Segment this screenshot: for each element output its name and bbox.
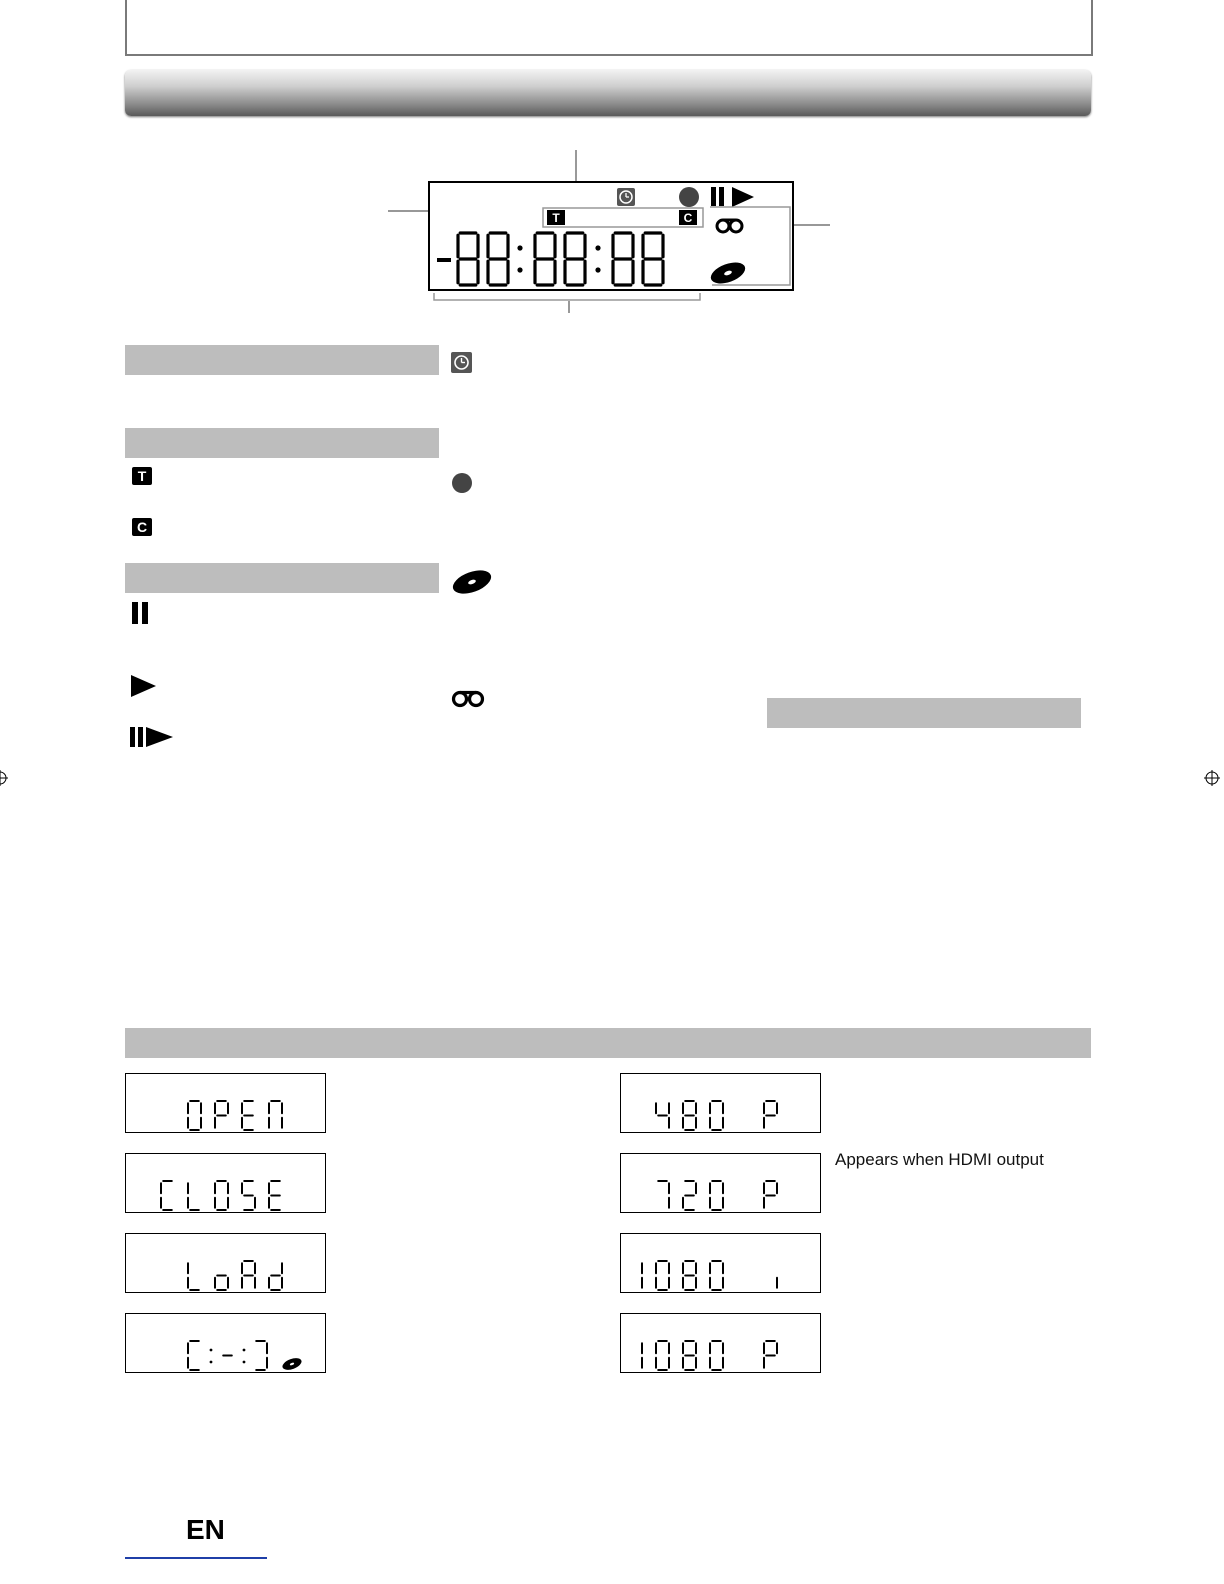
lcd-glyph — [656, 1341, 669, 1370]
lcd-glyph — [656, 1103, 669, 1128]
lcd-load — [125, 1233, 326, 1293]
step-play-icon — [129, 725, 175, 754]
lcd-glyph — [215, 1101, 228, 1128]
lcd-glyph — [269, 1181, 280, 1210]
clock-icon — [451, 352, 473, 379]
lcd-glyph — [658, 1181, 669, 1208]
disc-icon — [451, 568, 495, 601]
lcd-1080p — [620, 1313, 821, 1373]
lcd-glyph — [683, 1261, 696, 1290]
lcd-colon-dot — [517, 267, 522, 272]
front-panel-svg — [380, 145, 840, 320]
record-dot-icon — [451, 472, 473, 499]
lcd-glyph — [710, 1261, 723, 1290]
lcd-glyph — [242, 1261, 255, 1288]
language-underline — [125, 1557, 267, 1559]
heading-bar-4 — [767, 698, 1081, 728]
pause-icon — [711, 187, 716, 206]
lcd-glyph — [161, 1181, 172, 1210]
lcd-glyph — [764, 1341, 777, 1368]
lcd-glyph — [764, 1181, 777, 1208]
lcd-glyph — [188, 1101, 201, 1130]
heading-bar-display-messages — [125, 1028, 1091, 1058]
lcd-open — [125, 1073, 326, 1133]
lcd-glyph — [683, 1341, 696, 1370]
heading-bar-3 — [125, 563, 439, 593]
lcd-glyph — [215, 1276, 228, 1291]
lcd-480p — [620, 1073, 821, 1133]
lcd-glyph — [269, 1101, 282, 1128]
play-icon — [130, 674, 158, 703]
lcd-glyph — [215, 1181, 228, 1210]
section-title-bar — [125, 70, 1091, 116]
language-code: EN — [186, 1514, 225, 1545]
lcd-glyph — [656, 1261, 669, 1290]
lcd-glyph — [242, 1101, 253, 1130]
lcd-colon-dot — [517, 245, 522, 250]
heading-bar-1 — [125, 345, 439, 375]
lcd-colon-dot — [595, 245, 600, 250]
lcd-close — [125, 1153, 326, 1213]
lcd-720p — [620, 1153, 821, 1213]
lcd-disc-spin — [125, 1313, 326, 1373]
lcd-glyph — [256, 1341, 267, 1370]
lcd-glyph — [269, 1263, 282, 1290]
lcd-1080i — [620, 1233, 821, 1293]
lcd-glyph — [764, 1101, 777, 1128]
lcd-glyph — [188, 1341, 199, 1370]
svg-text:T: T — [552, 211, 560, 225]
lcd-glyph — [710, 1101, 723, 1130]
front-panel-display-diagram — [380, 145, 840, 320]
pause-icon — [131, 601, 151, 630]
lcd-glyph — [710, 1181, 723, 1210]
svg-text:C: C — [683, 211, 693, 225]
lcd-glyph — [188, 1263, 199, 1290]
registration-mark-left — [0, 770, 8, 786]
lcd-glyph — [188, 1183, 199, 1210]
lcd-glyph — [683, 1181, 696, 1210]
cassette-icon — [451, 688, 487, 713]
heading-bar-2 — [125, 428, 439, 458]
registration-mark-right — [1204, 770, 1220, 786]
lcd-glyph — [710, 1341, 723, 1370]
lcd-colon-dot — [243, 1361, 246, 1364]
lcd-colon-dot — [243, 1349, 246, 1352]
top-frame — [125, 0, 1093, 56]
title-badge-icon: T — [132, 467, 152, 485]
record-dot-icon — [679, 187, 699, 207]
lcd-colon-dot — [210, 1349, 213, 1352]
hdmi-output-note: Appears when HDMI output — [835, 1150, 1044, 1169]
lcd-colon-dot — [595, 267, 600, 272]
lcd-glyph — [242, 1181, 255, 1210]
lcd-colon-dot — [210, 1361, 213, 1364]
chapter-badge-icon: C — [132, 518, 152, 536]
lcd-glyph — [683, 1101, 696, 1130]
